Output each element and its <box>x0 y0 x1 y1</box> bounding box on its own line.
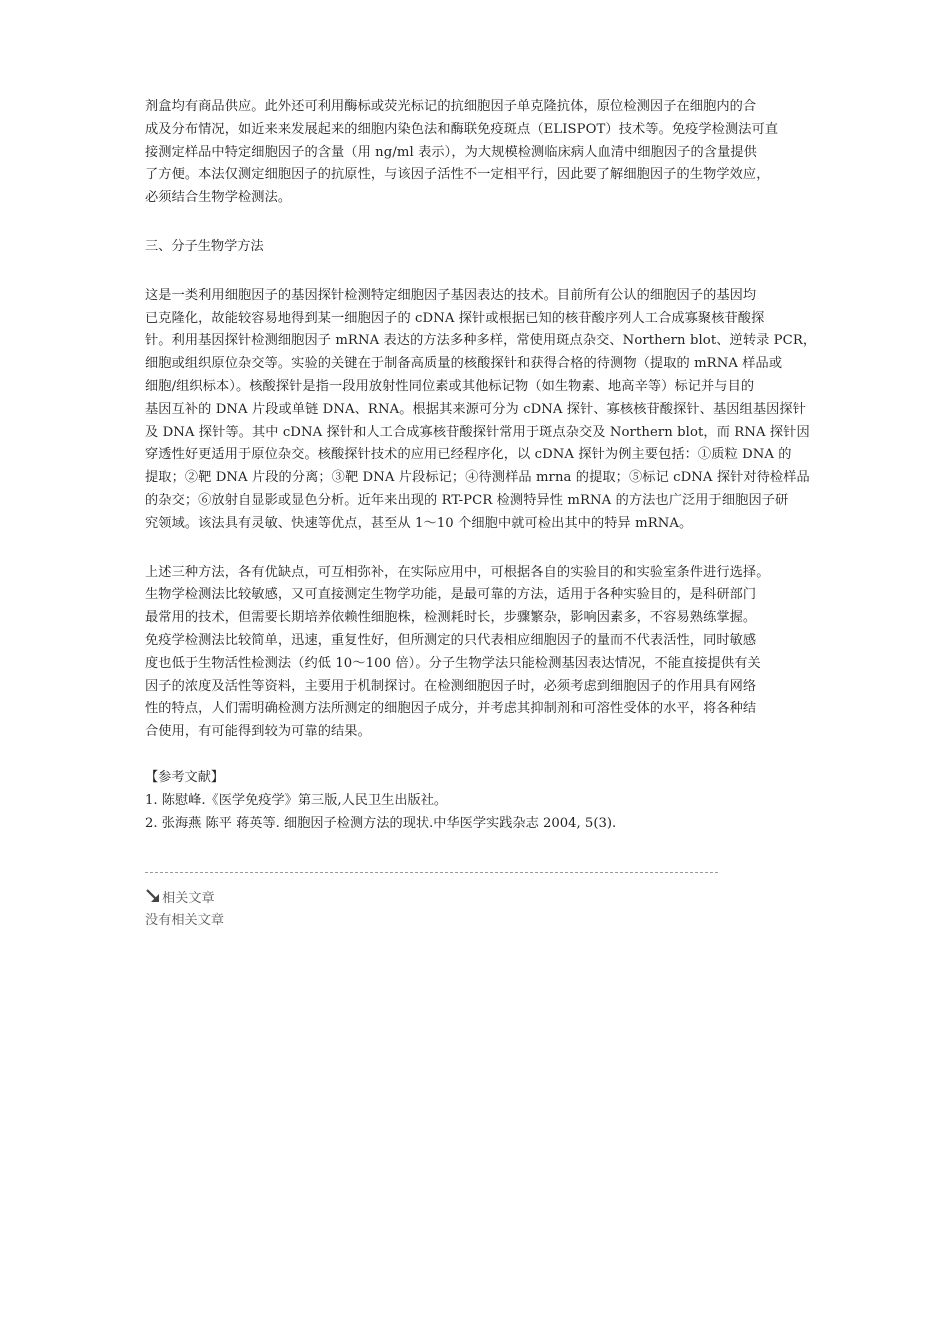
related-articles-header <box>145 888 813 910</box>
paragraph-line: 这是一类利用细胞因子的基因探针检测特定细胞因子基因表达的技术。目前所有公认的细胞因子的基因均 <box>145 287 757 303</box>
paragraph-line: 最常用的技术，但需要长期培养依赖性细胞株，检测耗时长，步骤繁杂，影响因素多，不容易熟练掌握。 <box>145 610 757 626</box>
paragraph-summary <box>145 562 813 744</box>
paragraph-molecular-biology <box>145 285 817 536</box>
paragraph-line: 究领域。该法具有灵敏、快速等优点，甚至从 1～10 个细胞中就可检出其中的特异 mRNA。 <box>145 515 693 531</box>
paragraph-line: 了方便。本法仅测定细胞因子的抗原性，与该因子活性不一定相平行，因此要了解细胞因子的生物学效应， <box>145 167 770 183</box>
paragraph-line: 上述三种方法，各有优缺点，可互相弥补，在实际应用中，可根据各自的实验目的和实验室条件进行选择。 <box>145 564 770 580</box>
paragraph-line: 针。利用基因探针检测细胞因子 mRNA 表达的方法多种多样，常使用斑点杂交、Northern blot、逆转录 PCR， <box>145 333 817 349</box>
paragraph-line: 细胞/组织标本）。核酸探针是指一段用放射性同位素或其他标记物（如生物素、地高辛等）标记并与目的 <box>145 378 755 394</box>
related-articles-label[interactable]: 相关文章 <box>162 890 215 906</box>
paragraph-line: 成及分布情况，如近来来发展起来的细胞内染色法和酶联免疫斑点（ELISPOT）技术等。免疫学检测法可直 <box>145 121 779 137</box>
paragraph-line: 必须结合生物学检测法。 <box>145 190 292 206</box>
reference-item: 1. 陈慰峰.《医学免疫学》第三版,人民卫生出版社。 <box>145 792 448 808</box>
divider <box>145 872 718 874</box>
paragraph-line: 及 DNA 探针等。其中 cDNA 探针和人工合成寡核苷酸探针常用于斑点杂交及 Northern blot，而 RNA 探针因 <box>145 424 810 440</box>
arrow-down-right-icon <box>145 888 161 904</box>
paragraph-line: 接测定样品中特定细胞因子的含量（用 ng/ml 表示），为大规模检测临床病人血清中细胞因子的含量提供 <box>145 144 757 160</box>
paragraph-line: 基因互补的 DNA 片段或单链 DNA、RNA。根据其来源可分为 cDNA 探针、寡核核苷酸探针、基因组基因探针 <box>145 401 806 417</box>
paragraph-line: 细胞或组织原位杂交等。实验的关键在于制备高质量的核酸探针和获得合格的待测物（提取的 mRNA 样品或 <box>145 356 783 372</box>
paragraph-line: 生物学检测法比较敏感，又可直接测定生物学功能，是最可靠的方法，适用于各种实验目的，是科研部门 <box>145 587 757 603</box>
section-heading: 三、分子生物学方法 <box>145 238 264 254</box>
paragraph-line: 免疫学检测法比较简单，迅速，重复性好，但所测定的只代表相应细胞因子的量而不代表活性，同时敏感 <box>145 632 757 648</box>
related-articles-empty: 没有相关文章 <box>145 912 225 928</box>
paragraph-line: 提取；②靶 DNA 片段的分离；③靶 DNA 片段标记；④待测样品 mrna 的提取；⑤标记 cDNA 探针对待检样品 <box>145 470 810 486</box>
paragraph-immunoassay <box>145 96 813 210</box>
reference-item: 2. 张海燕 陈平 蒋英等. 细胞因子检测方法的现状.中华医学实践杂志 2004, 5(3). <box>145 815 617 831</box>
paragraph-line: 剂盒均有商品供应。此外还可利用酶标或荧光标记的抗细胞因子单克隆抗体，原位检测因子在细胞内的合 <box>145 99 757 114</box>
paragraph-line: 合使用，有可能得到较为可靠的结果。 <box>145 724 371 740</box>
paragraph-line: 度也低于生物活性检测法（约低 10～100 倍）。分子生物学法只能检测基因表达情况，不能直接提供有关 <box>145 655 761 671</box>
paragraph-line: 性的特点，人们需明确检测方法所测定的细胞因子成分，并考虑其抑制剂和可溶性受体的水平，将各种结 <box>145 701 757 717</box>
article-body <box>145 96 817 932</box>
paragraph-line: 的杂交；⑥放射自显影或显色分析。近年来出现的 RT-PCR 检测特异性 mRNA 的方法也广泛用于细胞因子研 <box>145 492 789 508</box>
references-title: 【参考文献】 <box>145 769 225 785</box>
paragraph-line: 穿透性好更适用于原位杂交。核酸探针技术的应用已经程序化，以 cDNA 探针为例主要包括：①质粒 DNA 的 <box>145 447 792 463</box>
paragraph-line: 因子的浓度及活性等资料，主要用于机制探讨。在检测细胞因子时，必须考虑到细胞因子的作用具有网络 <box>145 678 757 694</box>
paragraph-line: 已克隆化，故能较容易地得到某一细胞因子的 cDNA 探针或根据已知的核苷酸序列人工合成寡聚核苷酸探 <box>145 310 765 326</box>
